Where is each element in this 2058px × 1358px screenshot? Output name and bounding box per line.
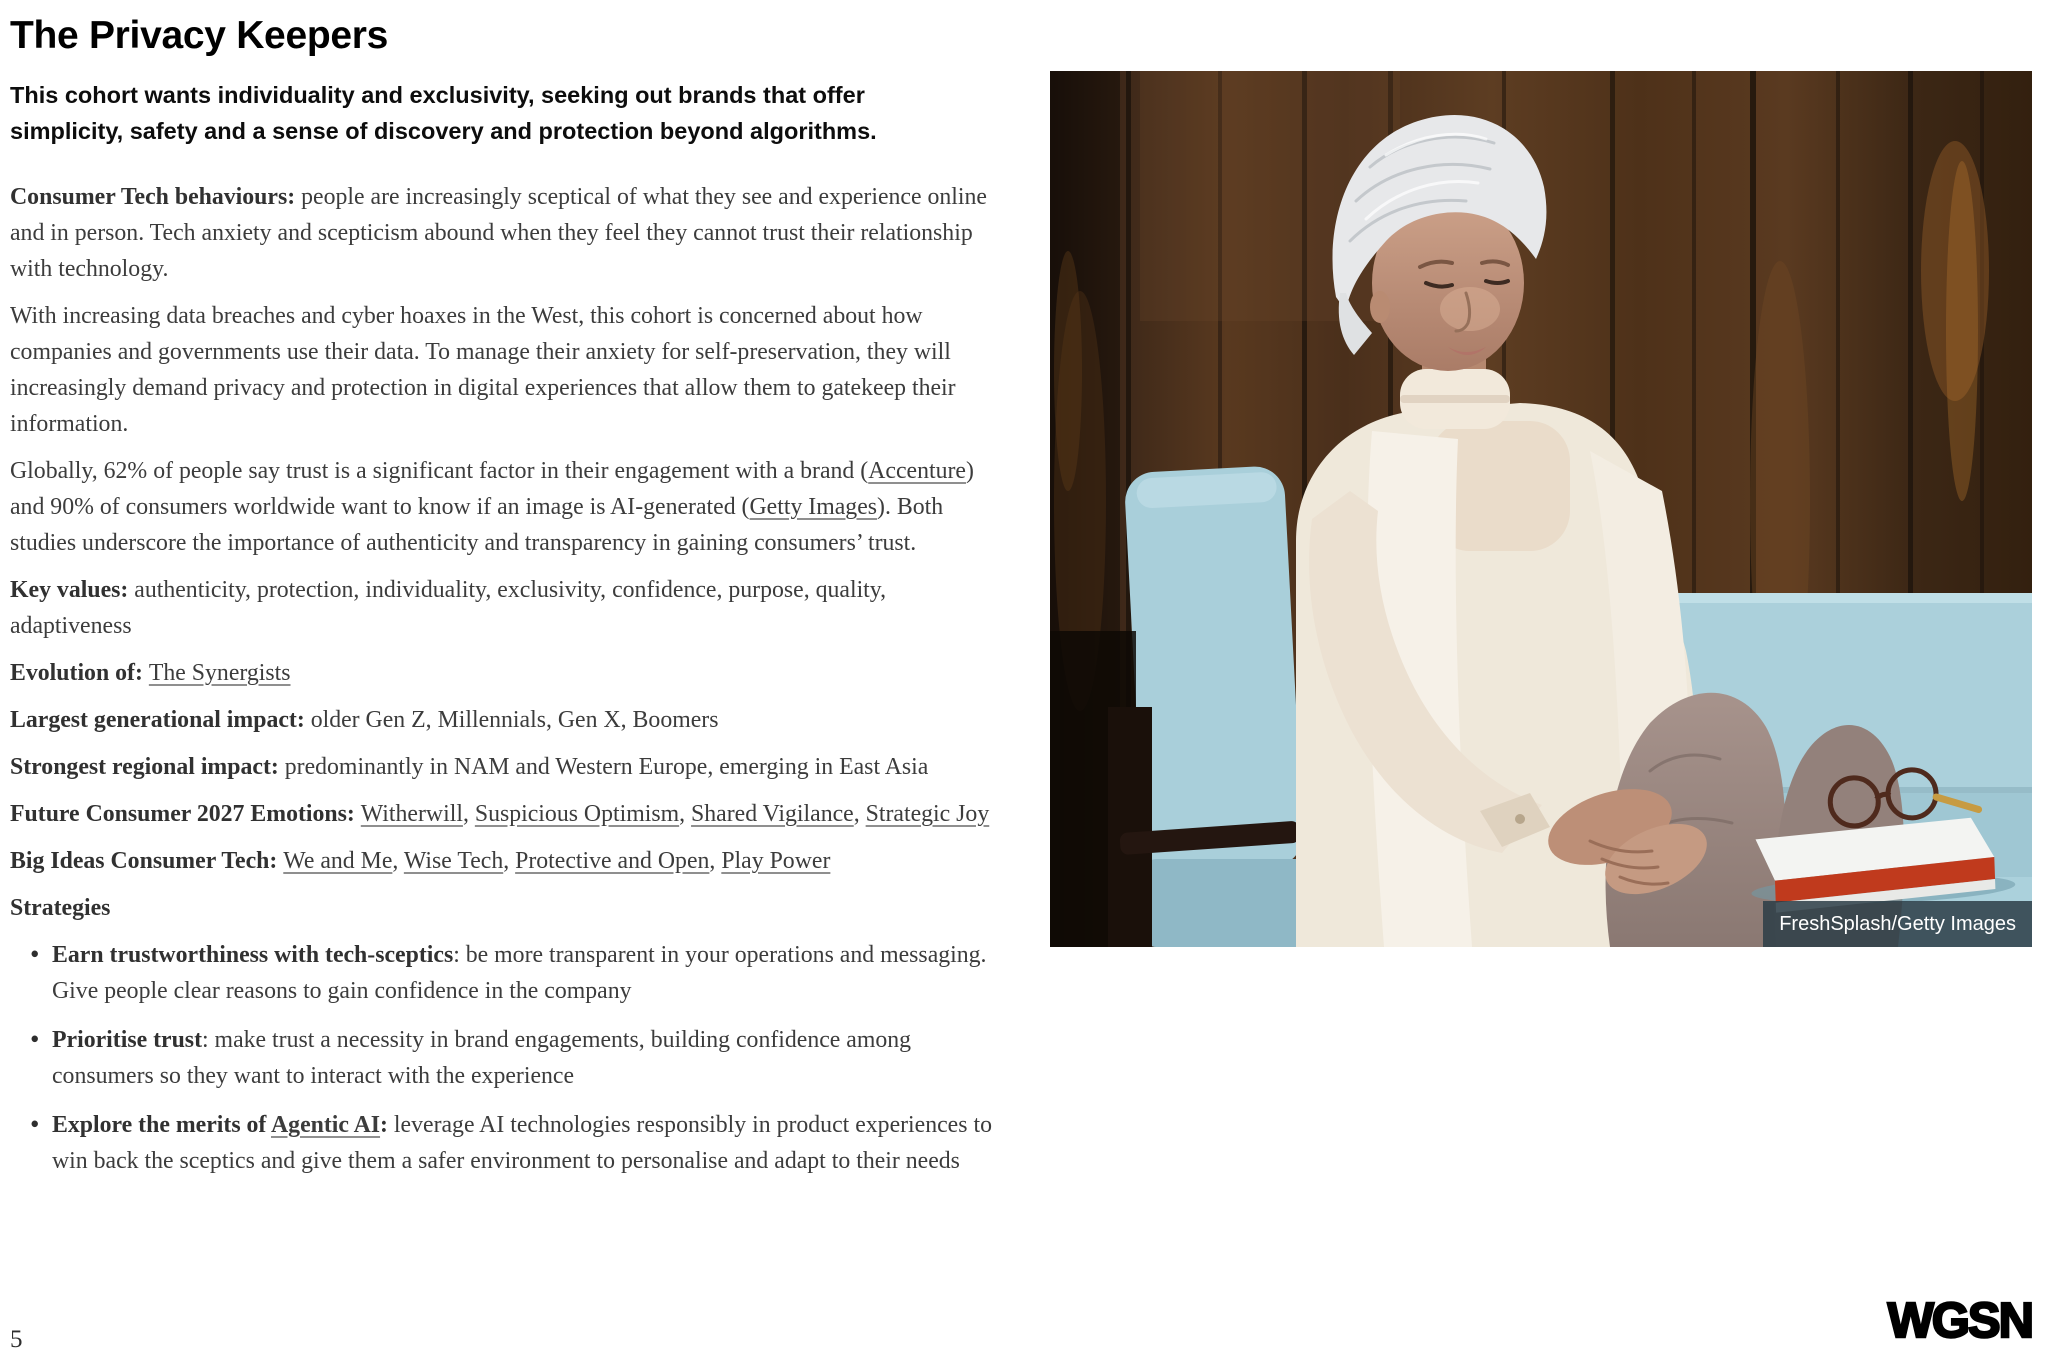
text-segment: Prioritise trust [52, 1026, 202, 1053]
inline-link[interactable]: Strategic Joy [865, 800, 990, 827]
text-segment: Future Consumer 2027 Emotions: [10, 800, 361, 827]
article-body [10, 179, 1002, 1179]
page-title: The Privacy Keepers [10, 14, 389, 57]
strategy-item [30, 1022, 1002, 1094]
text-segment: Evolution of: [10, 659, 149, 686]
text-segment: , [503, 847, 516, 874]
inline-link[interactable]: Shared Vigilance [691, 800, 854, 827]
inline-link[interactable]: Agentic AI [270, 1111, 381, 1138]
strategy-item [30, 1107, 1002, 1179]
inline-link[interactable]: The Synergists [148, 659, 291, 686]
photo-credit: FreshSplash/Getty Images [1763, 901, 2032, 947]
text-segment: , [462, 800, 475, 827]
text-segment: Largest generational impact: [10, 706, 311, 733]
paragraph [10, 843, 1002, 879]
text-segment: predominantly in NAM and Western Europe, emerging in East Asia [284, 753, 929, 780]
article-column [10, 4, 1002, 1192]
inline-link[interactable]: Protective and Open [515, 847, 710, 874]
paragraph [10, 655, 1002, 691]
text-segment: authenticity, protection, individuality, exclusivity, confidence, purpose, quality, adaptiveness [10, 576, 887, 639]
inline-link[interactable]: Accenture [868, 457, 966, 484]
intro-paragraph: This cohort wants individuality and exclusivity, seeking out brands that offer simplicity, safety and a sense of discovery and protection beyond algorithms. [10, 81, 877, 144]
text-segment: , [392, 847, 404, 874]
paragraph [10, 453, 1002, 561]
text-segment: Key values: [10, 576, 135, 603]
inline-link[interactable]: Wise Tech [403, 847, 504, 874]
paragraph [10, 179, 1002, 287]
text-segment: Globally, 62% of people say trust is a significant factor in their engagement with a brand ( [10, 457, 869, 484]
inline-link[interactable]: Suspicious Optimism [474, 800, 680, 827]
strategy-item [30, 937, 1002, 1009]
text-segment: older Gen Z, Millennials, Gen X, Boomers [310, 706, 719, 733]
text-segment: ). Both studies underscore the importance of authenticity and transparency in gaining consumers’ trust. [10, 493, 944, 556]
page-number: 5 [10, 1326, 23, 1353]
paragraph [10, 572, 1002, 644]
inline-link[interactable]: We and Me [283, 847, 393, 874]
text-segment: With increasing data breaches and cyber hoaxes in the West, this cohort is concerned about how companies and governments use their data. To manage their anxiety for self-preservation, they will increasingly demand privacy and protection in digital experiences that allow them to gatekeep their information. [10, 302, 956, 437]
cohort-photo [1050, 71, 2032, 947]
text-segment: Strongest regional impact: [10, 753, 285, 780]
text-segment: Explore the merits of [52, 1111, 271, 1138]
inline-link[interactable]: Witherwill [360, 800, 463, 827]
paragraph [10, 298, 1002, 442]
paragraph [10, 796, 1002, 832]
inline-link[interactable]: Play Power [721, 847, 831, 874]
text-segment: people are increasingly sceptical of what they see and experience online and in person. Tech anxiety and scepticism abound when they feel they cannot trust their relationship with technology. [10, 183, 987, 282]
text-segment: , [679, 800, 692, 827]
text-segment: : be more transparent in your operations and messaging. Give people clear reasons to gain confidence in the company [52, 941, 987, 1004]
strategies-list [10, 937, 1002, 1179]
text-segment: Big Ideas Consumer Tech: [10, 847, 284, 874]
text-segment: ) and 90% of consumers worldwide want to know if an image is AI-generated ( [10, 457, 974, 520]
text-segment: : [380, 1111, 388, 1138]
text-segment: Earn trustworthiness with tech-sceptics [52, 941, 454, 968]
text-segment: Strategies [10, 894, 111, 921]
text-segment: , [853, 800, 866, 827]
text-segment: leverage AI technologies responsibly in product experiences to win back the sceptics and give them a safer environment to personalise and adapt to their needs [52, 1111, 992, 1174]
wgsn-logo: WGSN [1887, 1294, 2032, 1348]
inline-link[interactable]: Getty Images [749, 493, 878, 520]
paragraph [10, 890, 1002, 926]
text-segment: : make trust a necessity in brand engagements, building confidence among consumers so they want to interact with the experience [52, 1026, 912, 1089]
paragraph [10, 749, 1002, 785]
text-segment: , [709, 847, 722, 874]
photo-illustration [1050, 71, 2032, 947]
text-segment: Consumer Tech behaviours: [10, 183, 302, 210]
paragraph [10, 702, 1002, 738]
